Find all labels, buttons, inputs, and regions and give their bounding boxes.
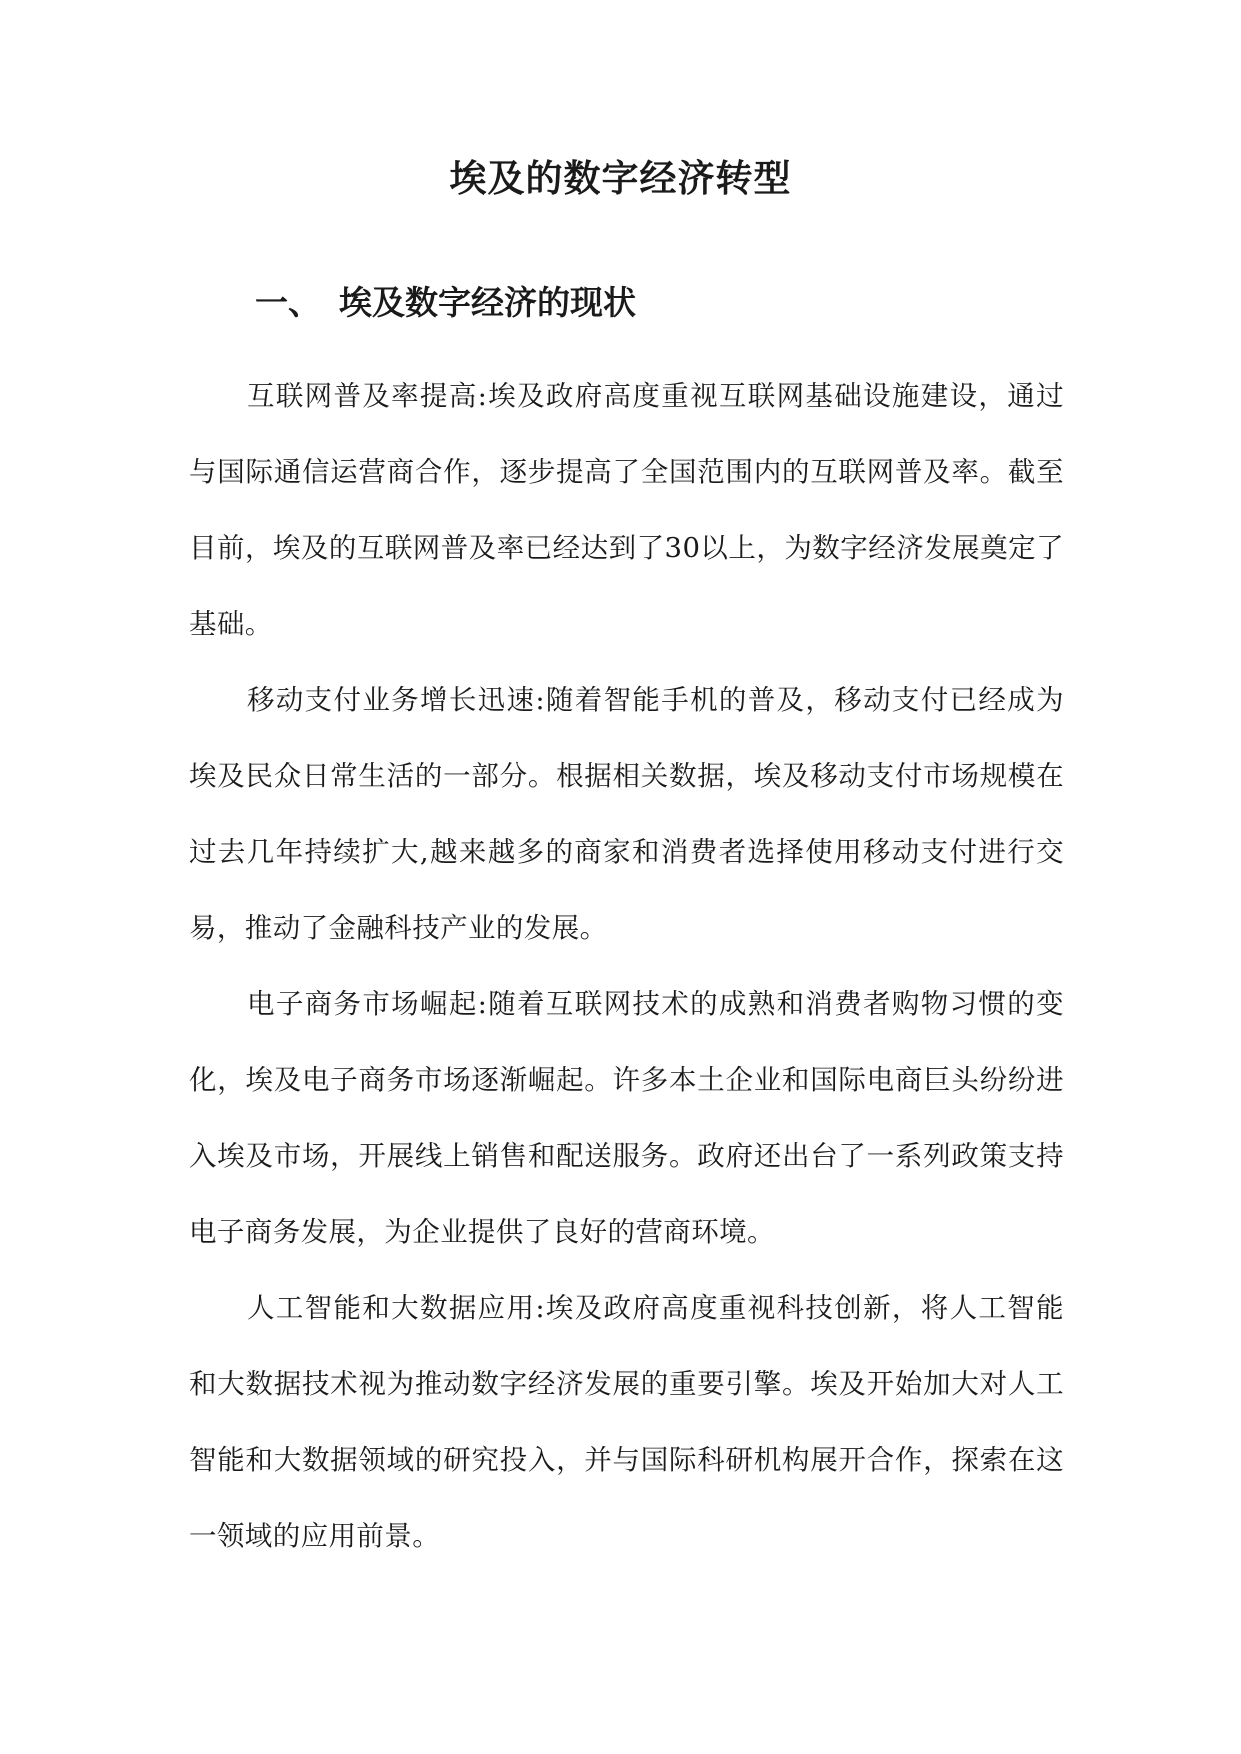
section-number: 一、 — [255, 283, 321, 322]
paragraph-internet-penetration: 互联网普及率提高:埃及政府高度重视互联网基础设施建设，通过与国际通信运营商合作，逐步提高了全国范围内的互联网普及率。截至目前，埃及的互联网普及率已经达到了30以上，为数字经济发展奠定了基础。 — [189, 380, 1064, 640]
document-title: 埃及的数字经济转型 — [449, 156, 792, 200]
document-body — [189, 358, 1064, 1574]
paragraph-mobile-payment: 移动支付业务增长迅速:随着智能手机的普及，移动支付已经成为埃及民众日常生活的一部分。根据相关数据，埃及移动支付市场规模在过去几年持续扩大,越来越多的商家和消费者选择使用移动支付进行交易，推动了金融科技产业的发展。 — [189, 684, 1064, 944]
paragraph-ai-bigdata: 人工智能和大数据应用:埃及政府高度重视科技创新，将人工智能和大数据技术视为推动数字经济发展的重要引擎。埃及开始加大对人工智能和大数据领域的研究投入，并与国际科研机构展开合作，探索在这一领域的应用前景。 — [189, 1292, 1064, 1552]
paragraph-ecommerce: 电子商务市场崛起:随着互联网技术的成熟和消费者购物习惯的变化，埃及电子商务市场逐渐崛起。许多本土企业和国际电商巨头纷纷进入埃及市场，开展线上销售和配送服务。政府还出台了一系列政策支持电子商务发展，为企业提供了良好的营商环境。 — [189, 988, 1064, 1248]
section-heading — [255, 278, 636, 328]
section-title: 埃及数字经济的现状 — [339, 283, 636, 322]
